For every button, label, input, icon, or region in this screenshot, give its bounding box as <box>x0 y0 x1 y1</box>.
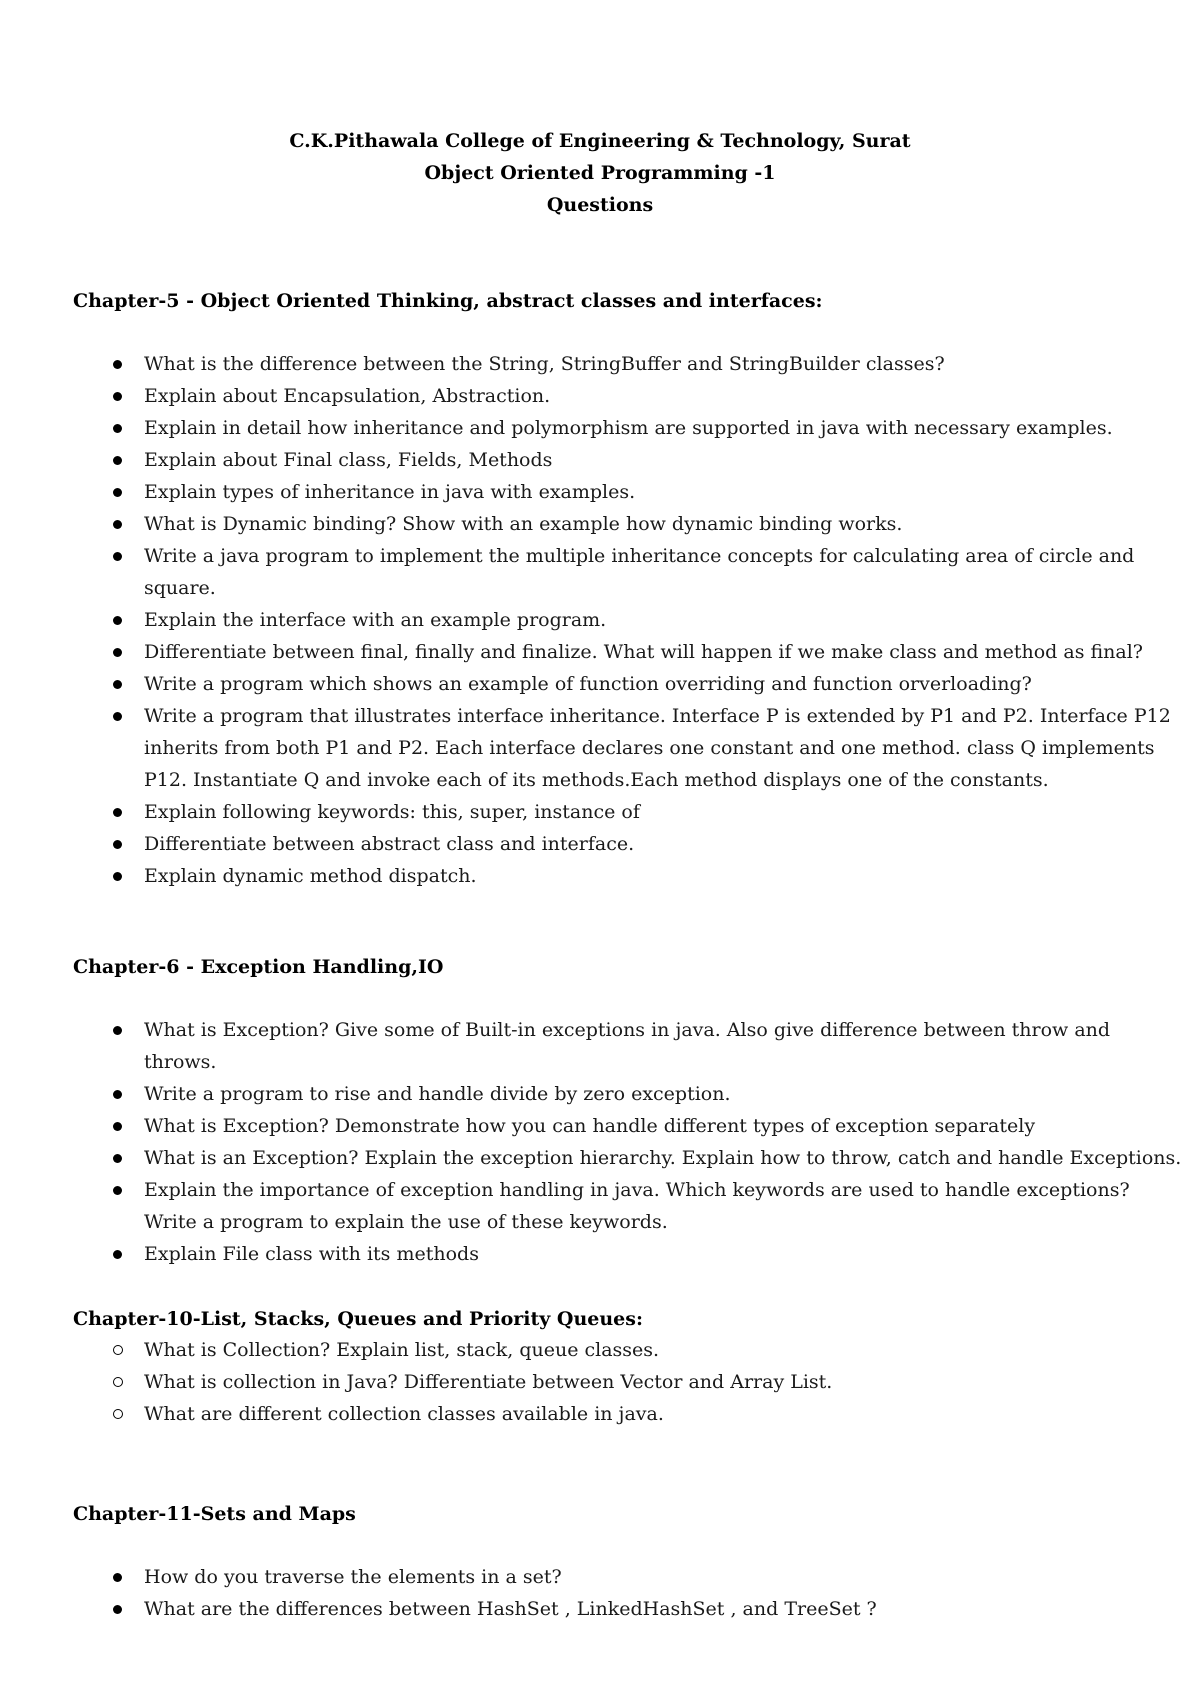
question-text: Explain the importance of exception handling in java. Which keywords are used to handle exceptions? Write a program to explain the use of these keywords. <box>144 1179 1130 1233</box>
question-item <box>73 636 1183 668</box>
question-text: Write a java program to implement the multiple inheritance concepts for calculating area of circle and square. <box>144 545 1135 599</box>
bullet-icon <box>113 1090 122 1099</box>
question-text: What are different collection classes available in java. <box>144 1403 664 1425</box>
bullet-icon <box>113 456 122 465</box>
question-item <box>73 1593 1183 1625</box>
question-item <box>73 1366 1183 1398</box>
question-text: What is Collection? Explain list, stack, queue classes. <box>144 1339 660 1361</box>
question-list <box>73 1561 1183 1625</box>
question-list <box>73 1014 1183 1270</box>
question-item <box>73 412 1183 444</box>
question-text: Explain in detail how inheritance and polymorphism are supported in java with necessary examples. <box>144 417 1113 439</box>
question-item <box>73 1110 1183 1142</box>
chapter-5-section <box>73 286 1183 892</box>
question-item <box>73 1334 1183 1366</box>
question-text: Explain File class with its methods <box>144 1243 479 1265</box>
course-title: Object Oriented Programming -1 <box>424 162 776 184</box>
question-item <box>73 828 1183 860</box>
question-text: What is an Exception? Explain the exception hierarchy. Explain how to throw, catch and handle Exceptions. <box>144 1147 1182 1169</box>
bullet-icon <box>113 1573 122 1582</box>
bullet-icon <box>113 1186 122 1195</box>
bullet-icon <box>113 552 122 561</box>
college-name: C.K.Pithawala College of Engineering & Technology, Surat <box>289 130 911 152</box>
question-list <box>73 1334 1183 1430</box>
question-item <box>73 1238 1183 1270</box>
question-text: Explain about Final class, Fields, Methods <box>144 449 553 471</box>
question-item <box>73 380 1183 412</box>
question-item <box>73 348 1183 380</box>
question-list <box>73 348 1183 892</box>
question-text: Explain the interface with an example program. <box>144 609 607 631</box>
chapter-10-section <box>73 1304 1183 1430</box>
bullet-icon <box>113 648 122 657</box>
question-item <box>73 1078 1183 1110</box>
question-text: Explain following keywords: this, super, instance of <box>144 801 640 823</box>
hollow-bullet-icon <box>113 1409 123 1419</box>
question-text: What are the differences between HashSet , LinkedHashSet , and TreeSet ? <box>144 1598 877 1620</box>
question-item <box>73 700 1183 796</box>
question-item <box>73 604 1183 636</box>
question-item <box>73 540 1183 604</box>
bullet-icon <box>113 1122 122 1131</box>
bullet-icon <box>113 392 122 401</box>
question-item <box>73 1014 1183 1078</box>
bullet-icon <box>113 488 122 497</box>
bullet-icon <box>113 1250 122 1259</box>
question-text: How do you traverse the elements in a set? <box>144 1566 562 1588</box>
question-item <box>73 1142 1183 1174</box>
chapter-title: Chapter-5 - Object Oriented Thinking, abstract classes and interfaces: <box>73 290 823 312</box>
question-item <box>73 444 1183 476</box>
question-item <box>73 796 1183 828</box>
question-item <box>73 1174 1183 1238</box>
bullet-icon <box>113 680 122 689</box>
question-text: What is Dynamic binding? Show with an example how dynamic binding works. <box>144 513 903 535</box>
question-text: Differentiate between abstract class and interface. <box>144 833 635 855</box>
bullet-icon <box>113 424 122 433</box>
chapter-title: Chapter-10-List, Stacks, Queues and Priority Queues: <box>73 1308 643 1330</box>
hollow-bullet-icon <box>113 1345 123 1355</box>
bullet-icon <box>113 872 122 881</box>
question-text: Explain types of inheritance in java with examples. <box>144 481 636 503</box>
question-text: Write a program to rise and handle divide by zero exception. <box>144 1083 731 1105</box>
chapter-11-section <box>73 1499 1183 1625</box>
hollow-bullet-icon <box>113 1377 123 1387</box>
bullet-icon <box>113 616 122 625</box>
question-text: What is the difference between the String, StringBuffer and StringBuilder classes? <box>144 353 945 375</box>
question-text: Write a program that illustrates interface inheritance. Interface P is extended by P1 and P2. Interface P12 inherits from both P1 and P2. Each interface declares one constant and one method. class Q implements P12. Instantiate Q and invoke each of its methods.Each method displays one of the constants. <box>144 705 1171 791</box>
question-text: Write a program which shows an example of function overriding and function orverloading? <box>144 673 1032 695</box>
question-item <box>73 1561 1183 1593</box>
bullet-icon <box>113 520 122 529</box>
bullet-icon <box>113 840 122 849</box>
question-text: Differentiate between final, finally and finalize. What will happen if we make class and method as final? <box>144 641 1143 663</box>
question-text: What is collection in Java? Differentiate between Vector and Array List. <box>144 1371 833 1393</box>
bullet-icon <box>113 1026 122 1035</box>
bullet-icon <box>113 712 122 721</box>
chapter-6-section <box>73 952 1183 1270</box>
question-item <box>73 476 1183 508</box>
question-item <box>73 508 1183 540</box>
question-item <box>73 1398 1183 1430</box>
question-item <box>73 860 1183 892</box>
document-subtitle: Questions <box>546 194 654 216</box>
bullet-icon <box>113 1605 122 1614</box>
question-text: What is Exception? Demonstrate how you can handle different types of exception separately <box>144 1115 1036 1137</box>
question-item <box>73 668 1183 700</box>
document-header <box>0 125 1200 221</box>
chapter-title: Chapter-11-Sets and Maps <box>73 1503 356 1525</box>
bullet-icon <box>113 360 122 369</box>
question-text: What is Exception? Give some of Built-in exceptions in java. Also give difference between throw and throws. <box>144 1019 1111 1073</box>
question-text: Explain dynamic method dispatch. <box>144 865 477 887</box>
chapter-title: Chapter-6 - Exception Handling,IO <box>73 956 444 978</box>
bullet-icon <box>113 808 122 817</box>
question-text: Explain about Encapsulation, Abstraction. <box>144 385 551 407</box>
bullet-icon <box>113 1154 122 1163</box>
